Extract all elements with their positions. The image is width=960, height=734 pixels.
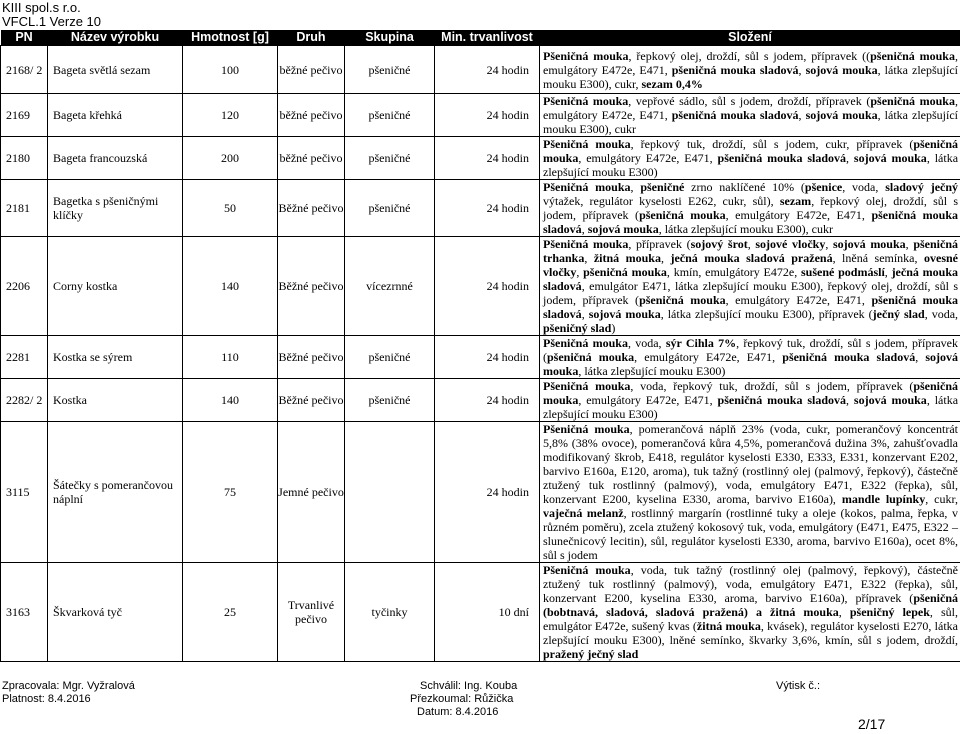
product-table bbox=[0, 30, 960, 662]
table-row bbox=[1, 137, 960, 180]
valid-from: Platnost: 8.4.2016 bbox=[2, 693, 91, 705]
col-pn: PN bbox=[1, 30, 48, 46]
product-composition: Pšeničná mouka, vepřové sádlo, sůl s jodem, droždí, přípravek (pšeničná mouka, emulgátory E472e, E471, pšeničná mouka sladová, sojová mouka, látka zlepšující mouku E300), cukr bbox=[540, 94, 960, 137]
product-kind: Běžné pečivo bbox=[278, 336, 345, 379]
product-number: 3115 bbox=[1, 422, 48, 563]
product-group bbox=[345, 422, 435, 563]
product-shelf-life: 24 hodin bbox=[435, 94, 540, 137]
prepared-by: Zpracovala: Mgr. Vyžralová bbox=[2, 680, 135, 692]
page-number: 2/17 bbox=[858, 716, 886, 732]
col-group: Skupina bbox=[345, 30, 435, 46]
col-composition: Složení bbox=[540, 30, 960, 46]
product-shelf-life: 24 hodin bbox=[435, 379, 540, 422]
table-row bbox=[1, 379, 960, 422]
table-row bbox=[1, 422, 960, 563]
product-shelf-life: 24 hodin bbox=[435, 422, 540, 563]
product-group: pšeničné bbox=[345, 94, 435, 137]
col-name: Název výrobku bbox=[48, 30, 183, 46]
table-row bbox=[1, 94, 960, 137]
product-composition: Pšeničná mouka, řepkový olej, droždí, sůl s jodem, přípravek ((pšeničná mouka, emulgátory E472e, E471, pšeničná mouka sladová, sojová mouka, látka zlepšující mouku E300), cukr, sezam 0,4% bbox=[540, 46, 960, 94]
col-shelf: Min. trvanlivost bbox=[435, 30, 540, 46]
product-number: 2281 bbox=[1, 336, 48, 379]
product-name: Bageta křehká bbox=[48, 94, 183, 137]
product-weight: 140 bbox=[183, 379, 278, 422]
product-kind: Trvanlivé pečivo bbox=[278, 563, 345, 662]
product-shelf-life: 24 hodin bbox=[435, 46, 540, 94]
document-version: VFCL.1 Verze 10 bbox=[2, 14, 101, 29]
product-composition: Pšeničná mouka, voda, tuk tažný (rostlinný olej (palmový, řepkový), částečně ztužený tuk rostlinný (palmový), voda, emulgátory E471, E322 (řepka), sůl, konzervant E200, kyselina E330, aroma, barvivo E160a), přípravek (pšeničná (bobtnavá, sladová, sladová pražená) a žitná mouka, pšeničný lepek, sůl, emulgátor E472e, sušený kvas (žitná mouka, kvásek), regulátor kyselosti E270, látka zlepšující mouku E300), lněné semínko, škvarky 3,6%, kmín, sůl s jodem, droždí, pražený ječný slad bbox=[540, 563, 960, 662]
copy-number: Výtisk č.: bbox=[776, 680, 821, 692]
product-name: Bageta francouzská bbox=[48, 137, 183, 180]
product-name: Kostka bbox=[48, 379, 183, 422]
product-shelf-life: 24 hodin bbox=[435, 180, 540, 237]
col-weight: Hmotnost [g] bbox=[183, 30, 278, 46]
product-kind: běžné pečivo bbox=[278, 94, 345, 137]
product-shelf-life: 24 hodin bbox=[435, 336, 540, 379]
reviewed-by: Přezkoumal: Růžička bbox=[410, 693, 514, 705]
product-composition: Pšeničná mouka, pšeničné zrno naklíčené 10% (pšenice, voda, sladový ječný výtažek, regulátor kyselosti E262, cukr, sůl), sezam, řepkový olej, droždí, sůl s jodem, přípravek (pšeničná mouka, emulgátory E472e, E471, pšeničná mouka sladová, sojová mouka, látka zlepšující mouku E300), cukr bbox=[540, 180, 960, 237]
product-name: Corny kostka bbox=[48, 237, 183, 336]
product-group: pšeničné bbox=[345, 137, 435, 180]
product-shelf-life: 24 hodin bbox=[435, 237, 540, 336]
product-name: Kostka se sýrem bbox=[48, 336, 183, 379]
product-kind: Běžné pečivo bbox=[278, 180, 345, 237]
product-name: Bageta světlá sezam bbox=[48, 46, 183, 94]
col-kind: Druh bbox=[278, 30, 345, 46]
table-row bbox=[1, 563, 960, 662]
table-row bbox=[1, 237, 960, 336]
product-weight: 200 bbox=[183, 137, 278, 180]
product-weight: 25 bbox=[183, 563, 278, 662]
product-number: 2282/ 2 bbox=[1, 379, 48, 422]
product-name: Bagetka s pšeničnými klíčky bbox=[48, 180, 183, 237]
product-number: 3163 bbox=[1, 563, 48, 662]
approved-by: Schválil: Ing. Kouba bbox=[420, 680, 518, 692]
product-name: Škvarková tyč bbox=[48, 563, 183, 662]
product-number: 2181 bbox=[1, 180, 48, 237]
product-number: 2180 bbox=[1, 137, 48, 180]
product-group: vícezrnné bbox=[345, 237, 435, 336]
product-composition: Pšeničná mouka, přípravek (sojový šrot, sojové vločky, sojová mouka, pšeničná trhanka, žitná mouka, ječná mouka sladová pražená, lněná semínka, ovesné vločky, pšeničná mouka, kmín, emulgátory E472e, sušené podmáslí, ječná mouka sladová, emulgátor E471, látka zlepšující mouku E300), řepkový olej, droždí, sůl s jodem, přípravek (pšeničná mouka, emulgátory E472e, E471, pšeničná mouka sladová, sojová mouka, látka zlepšující mouku E300), přípravek (ječný slad, voda, pšeničný slad) bbox=[540, 237, 960, 336]
company-name: KIII spol.s r.o. bbox=[2, 0, 81, 15]
product-number: 2169 bbox=[1, 94, 48, 137]
product-weight: 140 bbox=[183, 237, 278, 336]
product-composition: Pšeničná mouka, řepkový tuk, droždí, sůl s jodem, cukr, přípravek (pšeničná mouka, emulgátory E472e, E471, pšeničná mouka sladová, sojová mouka, látka zlepšující mouku E300) bbox=[540, 137, 960, 180]
product-shelf-life: 10 dní bbox=[435, 563, 540, 662]
table-header bbox=[1, 30, 960, 46]
product-kind: Běžné pečivo bbox=[278, 379, 345, 422]
product-number: 2206 bbox=[1, 237, 48, 336]
product-number: 2168/ 2 bbox=[1, 46, 48, 94]
table-row bbox=[1, 180, 960, 237]
product-name: Šátečky s pomerančovou náplní bbox=[48, 422, 183, 563]
table-row bbox=[1, 46, 960, 94]
product-shelf-life: 24 hodin bbox=[435, 137, 540, 180]
product-weight: 110 bbox=[183, 336, 278, 379]
product-group: pšeničné bbox=[345, 46, 435, 94]
product-kind: Jemné pečivo bbox=[278, 422, 345, 563]
product-weight: 75 bbox=[183, 422, 278, 563]
product-group: tyčinky bbox=[345, 563, 435, 662]
product-composition: Pšeničná mouka, voda, řepkový tuk, droždí, sůl s jodem, přípravek (pšeničná mouka, emulgátory E472e, E471, pšeničná mouka sladová, sojová mouka, látka zlepšující mouku E300) bbox=[540, 379, 960, 422]
product-group: pšeničné bbox=[345, 336, 435, 379]
product-composition: Pšeničná mouka, voda, sýr Cihla 7%, řepkový tuk, droždí, sůl s jodem, přípravek (pšeničná mouka, emulgátory E472e, E471, pšeničná mouka sladová, sojová mouka, látka zlepšující mouku E300) bbox=[540, 336, 960, 379]
product-kind: Běžné pečivo bbox=[278, 237, 345, 336]
product-kind: běžné pečivo bbox=[278, 137, 345, 180]
product-group: pšeničné bbox=[345, 180, 435, 237]
product-weight: 100 bbox=[183, 46, 278, 94]
product-group: pšeničné bbox=[345, 379, 435, 422]
table-row bbox=[1, 336, 960, 379]
product-weight: 120 bbox=[183, 94, 278, 137]
product-kind: běžné pečivo bbox=[278, 46, 345, 94]
document-date: Datum: 8.4.2016 bbox=[417, 706, 499, 718]
product-weight: 50 bbox=[183, 180, 278, 237]
product-composition: Pšeničná mouka, pomerančová náplň 23% (voda, cukr, pomerančový koncentrát 5,8% (38% ovoce), pomerančová kůra 4,5%, pomerančová dužina 3%, zahušťovadla modifikovaný škrob, E418, regulátor kyselosti E330, E333, E331, konzervant E202, barvivo E160a, E120, aroma), tuk tažný (rostlinný olej (palmový, řepkový), částečně ztužený tuk rostlinný (palmový), voda, emulgátory E471, E322 (řepka), sůl, konzervant E200, kyselina E330, aroma, barvivo E160a), mandle lupínky, cukr, vaječná melanž, rostlinný margarín (rostlinné tuky a oleje (kokos, palma, řepka, v různém poměru), zcela ztužený kokosový tuk, voda, emulgátory (E471, E475, E322 – slunečnicový lecitin), sůl, regulátor kyselosti E330, aroma, barvivo E160a), ocet 8%, sůl s jodem bbox=[540, 422, 960, 563]
